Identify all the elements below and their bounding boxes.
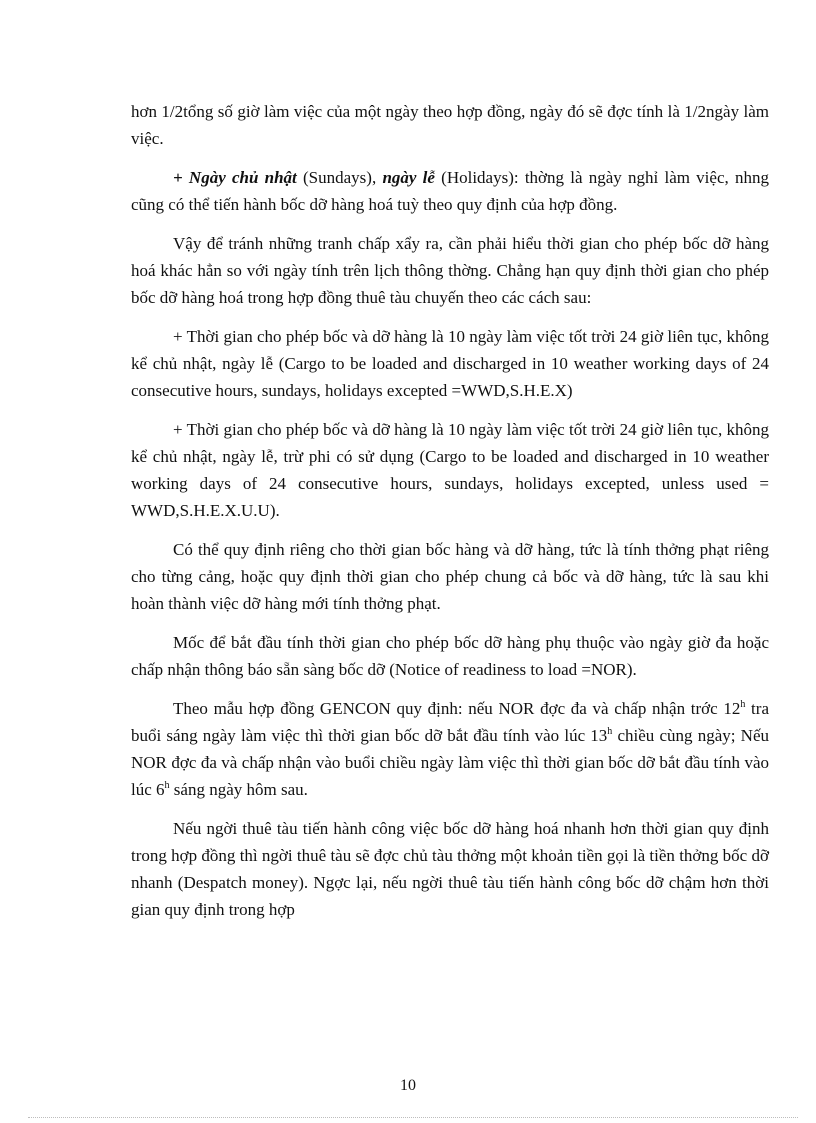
paragraph-2: [131, 164, 769, 218]
paragraph-4: + Thời gian cho phép bốc và dỡ hàng là 10 ngày làm việc tốt trời 24 giờ liên tục, không kể chủ nhật, ngày lễ (Cargo to be loaded and discharged in 10 weather working days of 24 consecutive hours, sundays, holidays excepted =WWD,S.H.E.X): [131, 327, 769, 400]
paragraph-8: [131, 695, 769, 803]
page-bottom-divider: [28, 1117, 798, 1118]
paragraph-7: Mốc để bắt đầu tính thời gian cho phép bốc dỡ hàng phụ thuộc vào ngày giờ đa hoặc chấp nhận thông báo sẵn sàng bốc dỡ (Notice of readiness to load =NOR).: [131, 633, 769, 679]
paragraph-5: + Thời gian cho phép bốc và dỡ hàng là 10 ngày làm việc tốt trời 24 giờ liên tục, không kể chủ nhật, ngày lễ, trừ phi có sử dụng (Cargo to be loaded and discharged in 10 weather working days of 24 consecutive hours, sundays, holidays excepted, unless used = WWD,S.H.E.X.U.U).: [131, 420, 769, 520]
paragraph-2-rest: (Holidays): thờng là ngày nghỉ làm việc, nhng cũng có thể tiến hành bốc dỡ hàng hoá tuỳ theo quy định của hợp đồng.: [131, 168, 769, 214]
paragraph-2-mid: (Sundays),: [296, 168, 383, 187]
paragraph-1: hơn 1/2tổng số giờ làm việc của một ngày theo hợp đồng, ngày đó sẽ đợc tính là 1/2ngày làm việc.: [131, 102, 769, 148]
term-holidays: ngày lễ: [382, 168, 435, 187]
body-text: [131, 98, 769, 935]
paragraph-9: Nếu ngời thuê tàu tiến hành công việc bốc dỡ hàng hoá nhanh hơn thời gian quy định trong hợp đồng thì ngời thuê tàu sẽ đợc chủ tàu thởng một khoản tiền gọi là tiền thởng bốc dỡ nhanh (Despatch money). Ngợc lại, nếu ngời thuê tàu tiến hành công bốc dỡ chậm hơn thời gian quy định trong hợp: [131, 819, 769, 919]
hour-superscript: h: [740, 699, 746, 710]
paragraph-6: Có thể quy định riêng cho thời gian bốc hàng và dỡ hàng, tức là tính thởng phạt riêng cho từng cảng, hoặc quy định thời gian cho phép chung cả bốc và dỡ hàng, tức là sau khi hoàn thành việc dỡ hàng mới tính thởng phạt.: [131, 540, 769, 613]
paragraph-3: Vậy để tránh những tranh chấp xẩy ra, cần phải hiểu thời gian cho phép bốc dỡ hàng hoá khác hẳn so với ngày tính trên lịch thông thờng. Chẳng hạn quy định thời gian cho phép bốc dỡ hàng hoá trong hợp đồng thuê tàu chuyến theo các cách sau:: [131, 234, 769, 307]
term-sundays: Ngày chủ nhật: [188, 168, 297, 187]
hour-superscript: h: [164, 780, 170, 791]
paragraph-8-part-d: sáng ngày hôm sau.: [169, 780, 308, 799]
paragraph-8-part-a: Theo mẫu hợp đồng GENCON quy định: nếu NOR đợc đa và chấp nhận trớc 12: [173, 699, 741, 718]
hour-superscript: h: [607, 726, 613, 737]
paragraph-8-part-c: chiều cùng ngày; Nếu NOR đợc đa và chấp nhận vào buổi chiều ngày làm việc thì thời gian bốc dỡ bắt đầu tính vào lúc 6: [131, 726, 769, 799]
paragraph-8-part-b: tra buổi sáng ngày làm việc thì thời gian bốc dỡ bắt đầu tính vào lúc 13: [131, 699, 769, 745]
plus-marker: +: [173, 168, 189, 187]
page-number: 10: [400, 1077, 416, 1094]
